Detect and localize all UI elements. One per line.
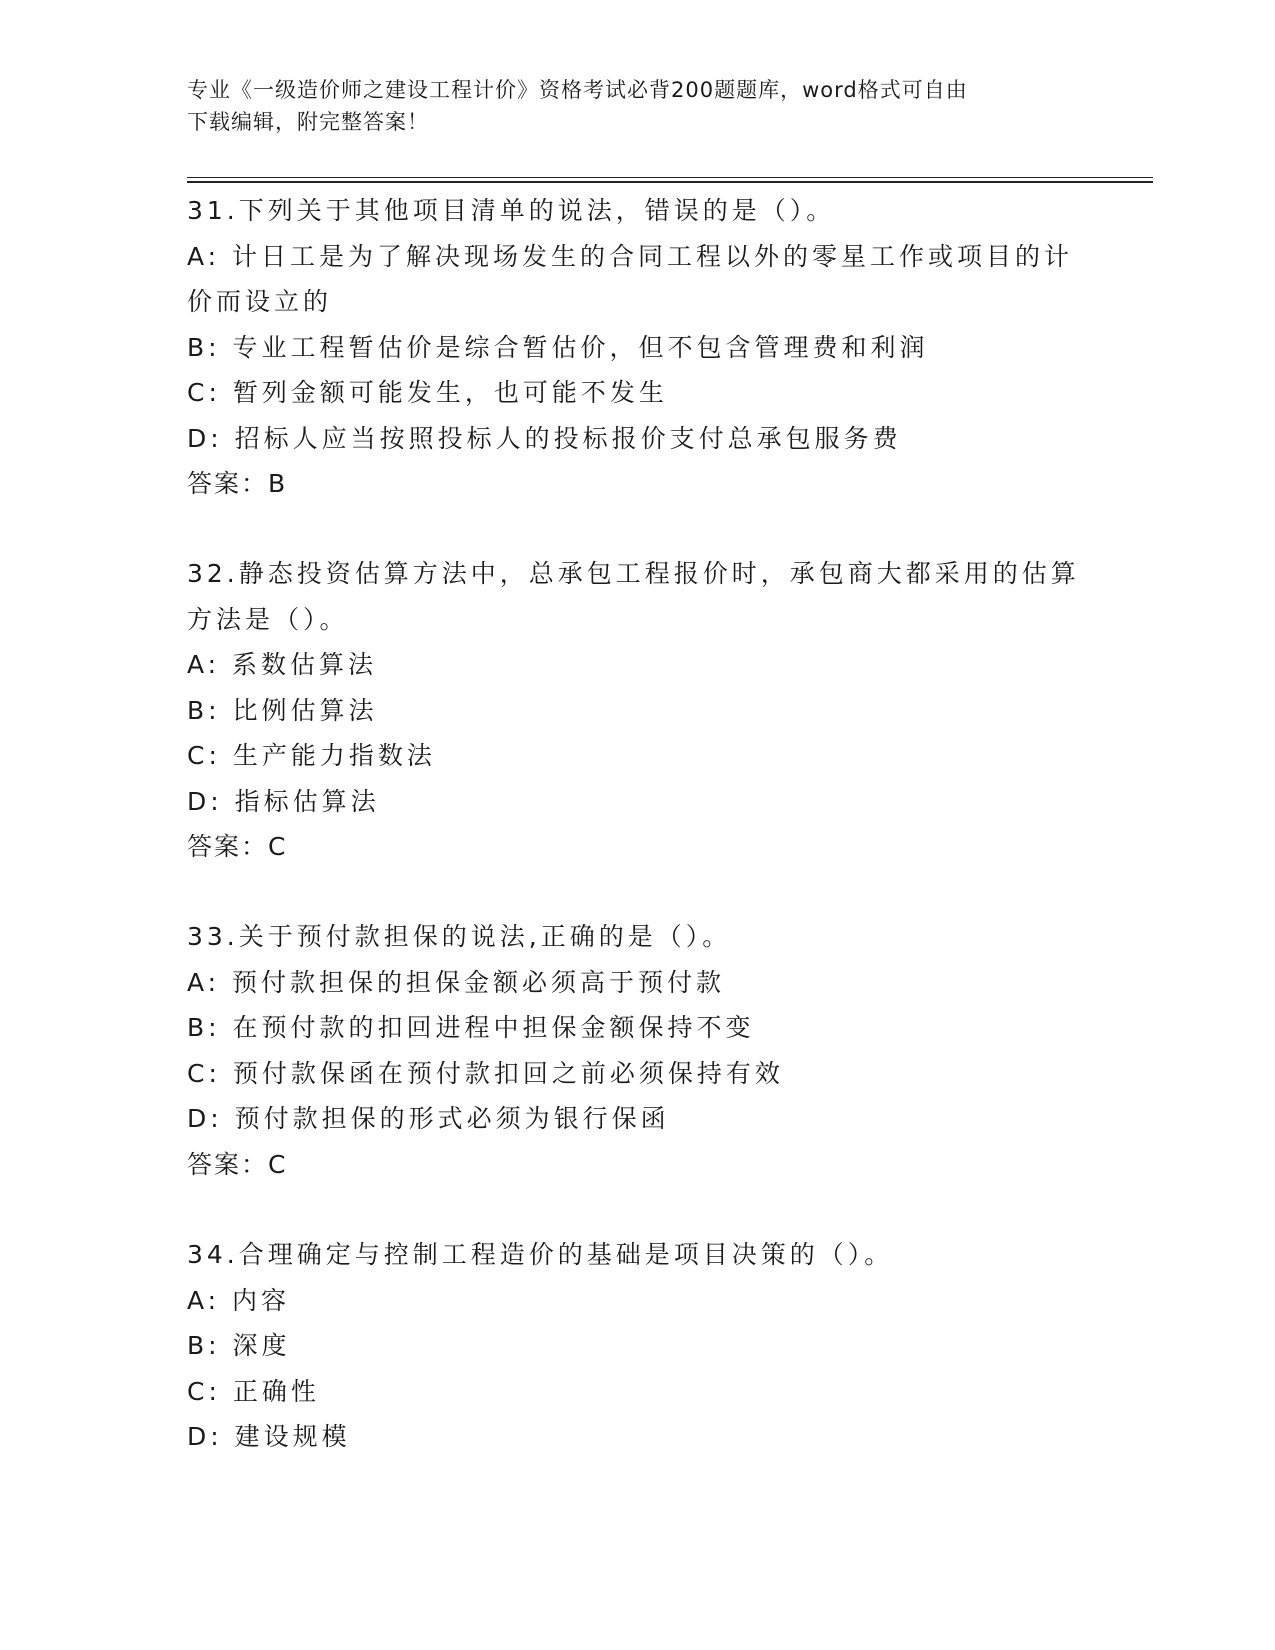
option-c: C: 预付款保函在预付款扣回之前必须保持有效 bbox=[187, 1058, 784, 1088]
question-stem: 34.合理确定与控制工程造价的基础是项目决策的（）。 bbox=[187, 1240, 894, 1269]
option-a: A: 计日工是为了解决现场发生的合同工程以外的零星工作或项目的计 bbox=[187, 241, 1074, 271]
option-b: B: 在预付款的扣回进程中担保金额保持不变 bbox=[187, 1013, 755, 1042]
question-34 bbox=[187, 1232, 1087, 1460]
question-33 bbox=[187, 914, 1087, 1187]
option-d: D: 指标估算法 bbox=[187, 786, 380, 816]
header-line-1: 专业《一级造价师之建设工程计价》资格考试必背200题题库，word格式可自由 bbox=[187, 78, 968, 102]
option-c: C: 正确性 bbox=[187, 1376, 320, 1406]
option-a-continued: 价而设立的 bbox=[187, 287, 333, 316]
question-31 bbox=[187, 188, 1087, 507]
answer: 答案：B bbox=[187, 469, 288, 498]
document-header bbox=[187, 74, 1067, 138]
option-b: B: 专业工程暂估价是综合暂估价，但不包含管理费和利润 bbox=[187, 332, 929, 362]
question-stem: 31.下列关于其他项目清单的说法，错误的是（）。 bbox=[187, 196, 836, 225]
option-b: B: 深度 bbox=[187, 1331, 291, 1360]
header-divider-thin bbox=[187, 177, 1153, 178]
option-d: D: 建设规模 bbox=[187, 1422, 351, 1451]
question-32 bbox=[187, 551, 1087, 870]
option-a: A: 系数估算法 bbox=[187, 650, 378, 679]
option-b: B: 比例估算法 bbox=[187, 695, 378, 725]
question-stem: 33.关于预付款担保的说法,正确的是（）。 bbox=[187, 922, 732, 951]
option-a: A: 内容 bbox=[187, 1285, 291, 1315]
option-a: A: 预付款担保的担保金额必须高于预付款 bbox=[187, 967, 726, 997]
answer: 答案：C bbox=[187, 832, 288, 861]
option-d: D: 预付款担保的形式必须为银行保函 bbox=[187, 1104, 670, 1133]
option-c: C: 生产能力指数法 bbox=[187, 741, 436, 770]
answer: 答案：C bbox=[187, 1149, 288, 1179]
question-stem: 32.静态投资估算方法中，总承包工程报价时，承包商大都采用的估算 bbox=[187, 559, 1080, 588]
option-c: C: 暂列金额可能发生，也可能不发生 bbox=[187, 378, 668, 407]
option-d: D: 招标人应当按照投标人的投标报价支付总承包服务费 bbox=[187, 423, 902, 453]
header-divider-thick bbox=[187, 181, 1153, 183]
header-line-2: 下载编辑，附完整答案！ bbox=[187, 110, 429, 134]
question-stem-continued: 方法是（）。 bbox=[187, 604, 349, 634]
